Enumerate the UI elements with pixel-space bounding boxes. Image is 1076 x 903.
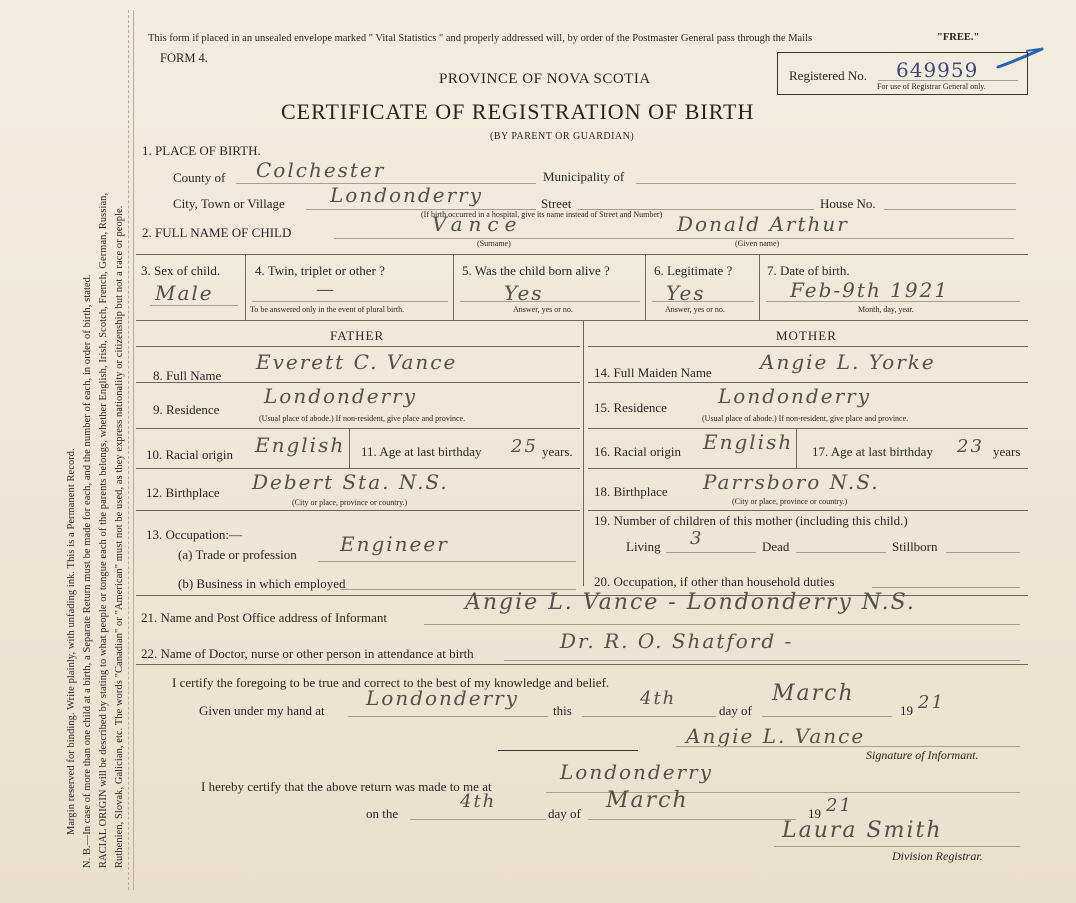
mother-racial-label: 16. Racial origin: [594, 444, 682, 459]
father-years-label: years.: [542, 444, 573, 459]
date-of-birth-note: Month, day, year.: [858, 305, 914, 314]
given-place-value: Londonderry: [366, 686, 519, 710]
father-heading: FATHER: [330, 328, 385, 343]
registrar-month: March: [606, 788, 689, 813]
mother-occupation-label: 20. Occupation, if other than household duties: [594, 574, 835, 589]
mother-name-label: 14. Full Maiden Name: [594, 365, 712, 380]
registered-label: Registered No.: [789, 68, 867, 83]
form-number: FORM 4.: [160, 51, 208, 65]
alive-answer-note: Answer, yes or no.: [513, 305, 573, 314]
registrar-signature: Laura Smith: [782, 818, 943, 843]
legitimate-answer-note: Answer, yes or no.: [665, 305, 725, 314]
mother-age-value: 23: [957, 436, 984, 457]
given-under-label: Given under my hand at: [199, 703, 325, 718]
province-heading: PROVINCE OF NOVA SCOTIA: [439, 71, 651, 87]
hospital-note: (If birth occurred in a hospital, give its name instead of Street and Number): [421, 210, 663, 219]
mother-heading: MOTHER: [776, 328, 837, 343]
county-label: County of: [173, 170, 226, 185]
on-the-label: on the: [366, 806, 399, 821]
father-residence-note: (Usual place of abode.) If non-resident, give place and province.: [259, 414, 466, 423]
registrar-place: Londonderry: [560, 760, 713, 784]
child-name-label: 2. FULL NAME OF CHILD: [142, 225, 292, 240]
mother-birthplace-label: 18. Birthplace: [594, 484, 668, 499]
father-racial-value: English: [255, 433, 346, 457]
doctor-label: 22. Name of Doctor, nurse or other person in attendance at birth: [141, 646, 474, 661]
free-mark: "FREE.": [937, 32, 980, 43]
registrar-statement: I hereby certify that the above return was made to me at: [201, 779, 492, 794]
legitimate-value: Yes: [666, 281, 706, 305]
sex-value: Male: [155, 281, 214, 305]
father-occupation-label: 13. Occupation:—: [146, 527, 243, 542]
father-age-value: 25: [511, 436, 538, 457]
registrar-year-prefix: 19: [808, 806, 821, 821]
father-birthplace-label: 12. Birthplace: [146, 485, 220, 500]
twin-note: To be answered only in the event of plural birth.: [250, 305, 405, 314]
certification-statement: I certify the foregoing to be true and correct to the best of my knowledge and belief.: [172, 675, 610, 690]
registered-number: 649959: [896, 58, 979, 82]
mother-birthplace-note: (City or place, province or country.): [732, 497, 848, 506]
certification-month: March: [772, 681, 855, 706]
mother-racial-value: English: [703, 430, 794, 454]
street-label: Street: [541, 196, 572, 211]
margin-note-2: N. B.—In case of more than one child at a birth, a Separate Return must be made for each, and the number of each, in order of birth, stated.: [82, 274, 93, 868]
mother-name-value: Angie L. Yorke: [760, 350, 936, 374]
father-name-value: Everett C. Vance: [256, 350, 458, 374]
surname-caption: (Surname): [477, 239, 511, 248]
mother-living-value: 3: [690, 528, 704, 549]
doctor-value: Dr. R. O. Shatford -: [560, 629, 794, 653]
father-trade-label: (a) Trade or profession: [178, 547, 297, 562]
day-of-label: day of: [719, 703, 752, 718]
city-value: Londonderry: [330, 183, 483, 207]
father-name-label: 8. Full Name: [153, 368, 222, 383]
certification-year-prefix: 19: [900, 703, 913, 718]
margin-note-1: Margin reserved for binding. Write plainly, with unfading ink. This is a Permanent Record.: [66, 448, 77, 835]
twin-value: —: [316, 279, 336, 300]
mother-residence-note: (Usual place of abode.) If non-resident, give place and province.: [702, 414, 909, 423]
mother-children-label: 19. Number of children of this mother (including this child.): [594, 513, 908, 528]
child-surname: Vance: [432, 212, 523, 236]
margin-note-3: RACIAL ORIGIN will be described by stating to what people or tongue each of the parents belongs, whether English, Irish, Scotch, French, German, Russian,: [98, 192, 109, 868]
informant-signature-caption: Signature of Informant.: [866, 748, 979, 762]
mother-living-label: Living: [626, 539, 661, 554]
twin-label: 4. Twin, triplet or other ?: [255, 263, 385, 278]
father-age-label: 11. Age at last birthday: [361, 444, 482, 459]
certification-day: 4th: [640, 688, 677, 709]
municipality-label: Municipality of: [543, 169, 625, 184]
registrar-use-note: For use of Registrar General only.: [877, 82, 986, 91]
mother-stillborn-label: Stillborn: [892, 539, 938, 554]
mail-notice: This form if placed in an unsealed envelope marked " Vital Statistics " and properly addressed will, by order of the Postmaster General pass through the Mails: [148, 33, 813, 44]
alive-label: 5. Was the child born alive ?: [462, 263, 610, 278]
mother-years-label: years: [993, 444, 1021, 459]
binding-margin-border: [133, 10, 134, 890]
mother-residence-value: Londonderry: [718, 384, 871, 408]
place-of-birth-label: 1. PLACE OF BIRTH.: [142, 143, 261, 158]
father-residence-label: 9. Residence: [153, 402, 220, 417]
certificate-subtitle: (BY PARENT OR GUARDIAN): [490, 131, 635, 142]
registrar-day-of-label: day of: [548, 806, 581, 821]
mother-birthplace-value: Parrsboro N.S.: [703, 470, 880, 494]
father-racial-label: 10. Racial origin: [146, 447, 234, 462]
registrar-signature-caption: Division Registrar.: [892, 849, 983, 863]
certificate-title: CERTIFICATE OF REGISTRATION OF BIRTH: [281, 99, 755, 124]
given-name-caption: (Given name): [735, 239, 780, 248]
legitimate-label: 6. Legitimate ?: [654, 263, 733, 278]
certification-year: 21: [918, 692, 945, 713]
mother-residence-label: 15. Residence: [594, 400, 667, 415]
city-label: City, Town or Village: [173, 196, 285, 211]
informant-label: 21. Name and Post Office address of Informant: [141, 610, 387, 625]
house-no-label: House No.: [820, 196, 876, 211]
this-label: this: [553, 703, 572, 718]
sex-label: 3. Sex of child.: [141, 263, 221, 278]
informant-value: Angie L. Vance - Londonderry N.S.: [465, 590, 916, 615]
date-of-birth-label: 7. Date of birth.: [767, 263, 850, 278]
county-value: Colchester: [256, 158, 386, 182]
child-given-name: Donald Arthur: [677, 212, 849, 236]
father-business-label: (b) Business in which employed: [178, 576, 346, 591]
margin-note-4: Ruthenien, Slovak, Galician, etc. The words "Canadian" or "American" must not be used, as they express nationality or citizenship but not a race or people.: [114, 205, 125, 868]
father-trade-value: Engineer: [340, 532, 449, 556]
registrar-year: 21: [826, 795, 853, 816]
father-residence-value: Londonderry: [264, 384, 417, 408]
binding-margin-rule: [128, 10, 129, 890]
date-of-birth-value: Feb-9th 1921: [790, 278, 950, 302]
mother-dead-label: Dead: [762, 539, 790, 554]
alive-value: Yes: [504, 281, 544, 305]
father-birthplace-value: Debert Sta. N.S.: [252, 470, 449, 494]
father-birthplace-note: (City or place, province or country.): [292, 498, 408, 507]
registrar-day: 4th: [460, 791, 497, 812]
informant-signature: Angie L. Vance: [686, 724, 866, 748]
mother-age-label: 17. Age at last birthday: [812, 444, 933, 459]
